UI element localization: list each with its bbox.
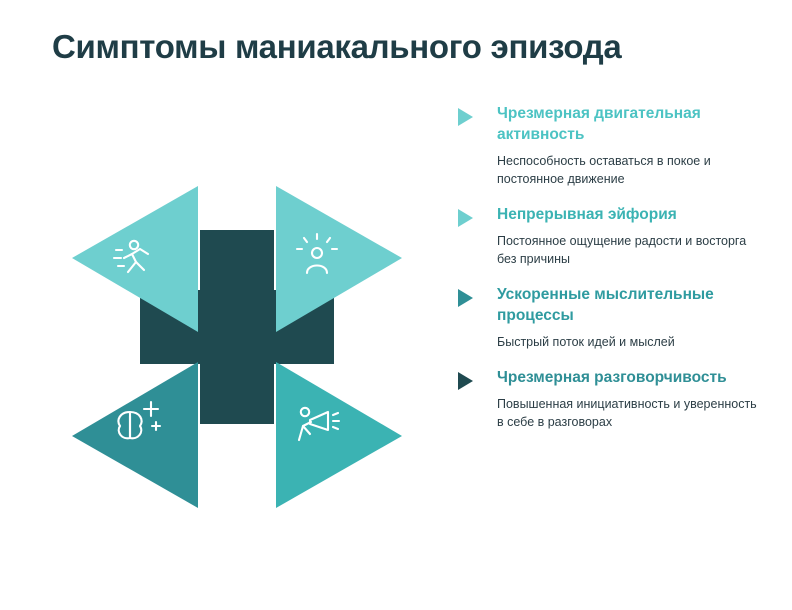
list-item-title: Чрезмерная двигательная активность	[497, 105, 701, 143]
list-item-description: Быстрый поток идей и мыслей	[497, 335, 675, 350]
list-item-title: Непрерывная эйфория	[497, 206, 677, 224]
arrow-marker-icon	[458, 209, 473, 227]
bottom-right-triangle	[276, 362, 402, 508]
list-item-title: Ускоренные мыслительные процессы	[497, 286, 714, 325]
list-item-title: Чрезмерная разговорчивость	[497, 369, 727, 387]
arrow-marker-icon	[458, 108, 473, 126]
list-item	[458, 368, 758, 431]
list-item	[458, 285, 758, 351]
arrow-marker-icon	[458, 289, 473, 307]
arrow-marker-icon	[458, 372, 473, 390]
list-item-description: Неспособность оставаться в покое и постоянное движение	[497, 153, 711, 186]
symptoms-diagram	[52, 150, 422, 550]
top-right-triangle	[276, 186, 402, 332]
list-item	[458, 104, 758, 188]
page-title: Симптомы маниакального эпизода	[52, 28, 622, 65]
list-item-description: Повышенная инициативность и уверенность в себе в разговорах	[497, 397, 757, 430]
symptoms-list	[458, 104, 758, 448]
list-item	[458, 205, 758, 268]
top-left-triangle	[72, 186, 198, 332]
list-item-description: Постоянное ощущение радости и восторга без причины	[497, 234, 747, 267]
bottom-left-triangle	[72, 362, 198, 508]
